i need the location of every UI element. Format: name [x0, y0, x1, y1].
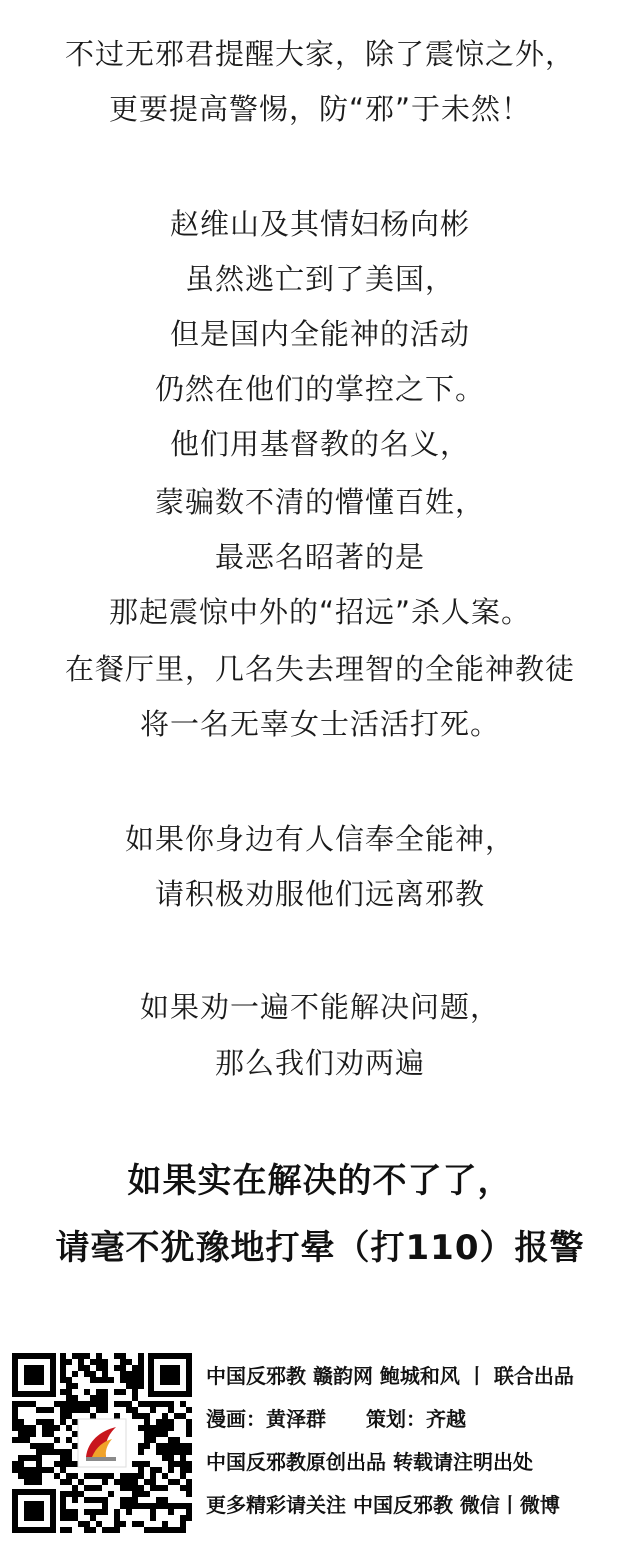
story-line-8: 那起震惊中外的“招远”杀人案。 [108, 595, 532, 629]
story-line-10: 将一名无辜女士活活打死。 [139, 707, 500, 741]
advice2-line-1: 如果劝一遍不能解决问题， [139, 990, 500, 1024]
story-line-7: 最恶名昭著的是 [214, 540, 425, 574]
footer [0, 1345, 640, 1535]
qr-code-icon [12, 1353, 192, 1533]
story-line-1: 赵维山及其情妇杨向彬 [169, 207, 470, 241]
credit-line-follow: 更多精彩请关注 中国反邪教 微信丨微博 [206, 1493, 560, 1517]
advice2-line-2: 那么我们劝两遍 [214, 1046, 425, 1080]
story-line-6: 蒙骗数不清的懵懂百姓， [154, 485, 485, 519]
story-line-9: 在餐厅里，几名失去理智的全能神教徒 [64, 652, 575, 686]
credit-line-copyright: 中国反邪教原创出品 转载请注明出处 [206, 1450, 533, 1474]
story-line-3: 但是国内全能神的活动 [169, 317, 470, 351]
emphasis-line-2: 请毫不犹豫地打晕（打110）报警 [55, 1228, 585, 1268]
intro-line-1: 不过无邪君提醒大家，除了震惊之外， [64, 37, 575, 71]
credit-line-authors: 漫画：黄泽群 策划：齐越 [206, 1407, 466, 1431]
advice-line-2: 请积极劝服他们远离邪教 [154, 877, 485, 911]
story-line-4: 仍然在他们的掌控之下。 [154, 372, 485, 406]
advice-line-1: 如果你身边有人信奉全能神， [124, 822, 515, 856]
credits-block [206, 1355, 636, 1527]
intro-line-2: 更要提高警惕，防“邪”于未然！ [108, 92, 532, 126]
story-line-5: 他们用基督教的名义， [169, 427, 470, 461]
emphasis-line-1: 如果实在解决的不了了， [127, 1161, 513, 1201]
credit-line-producers: 中国反邪教 赣韵网 鲍城和风 丨 联合出品 [206, 1364, 574, 1388]
story-line-2: 虽然逃亡到了美国， [184, 262, 455, 296]
flame-logo-icon [78, 1419, 126, 1467]
